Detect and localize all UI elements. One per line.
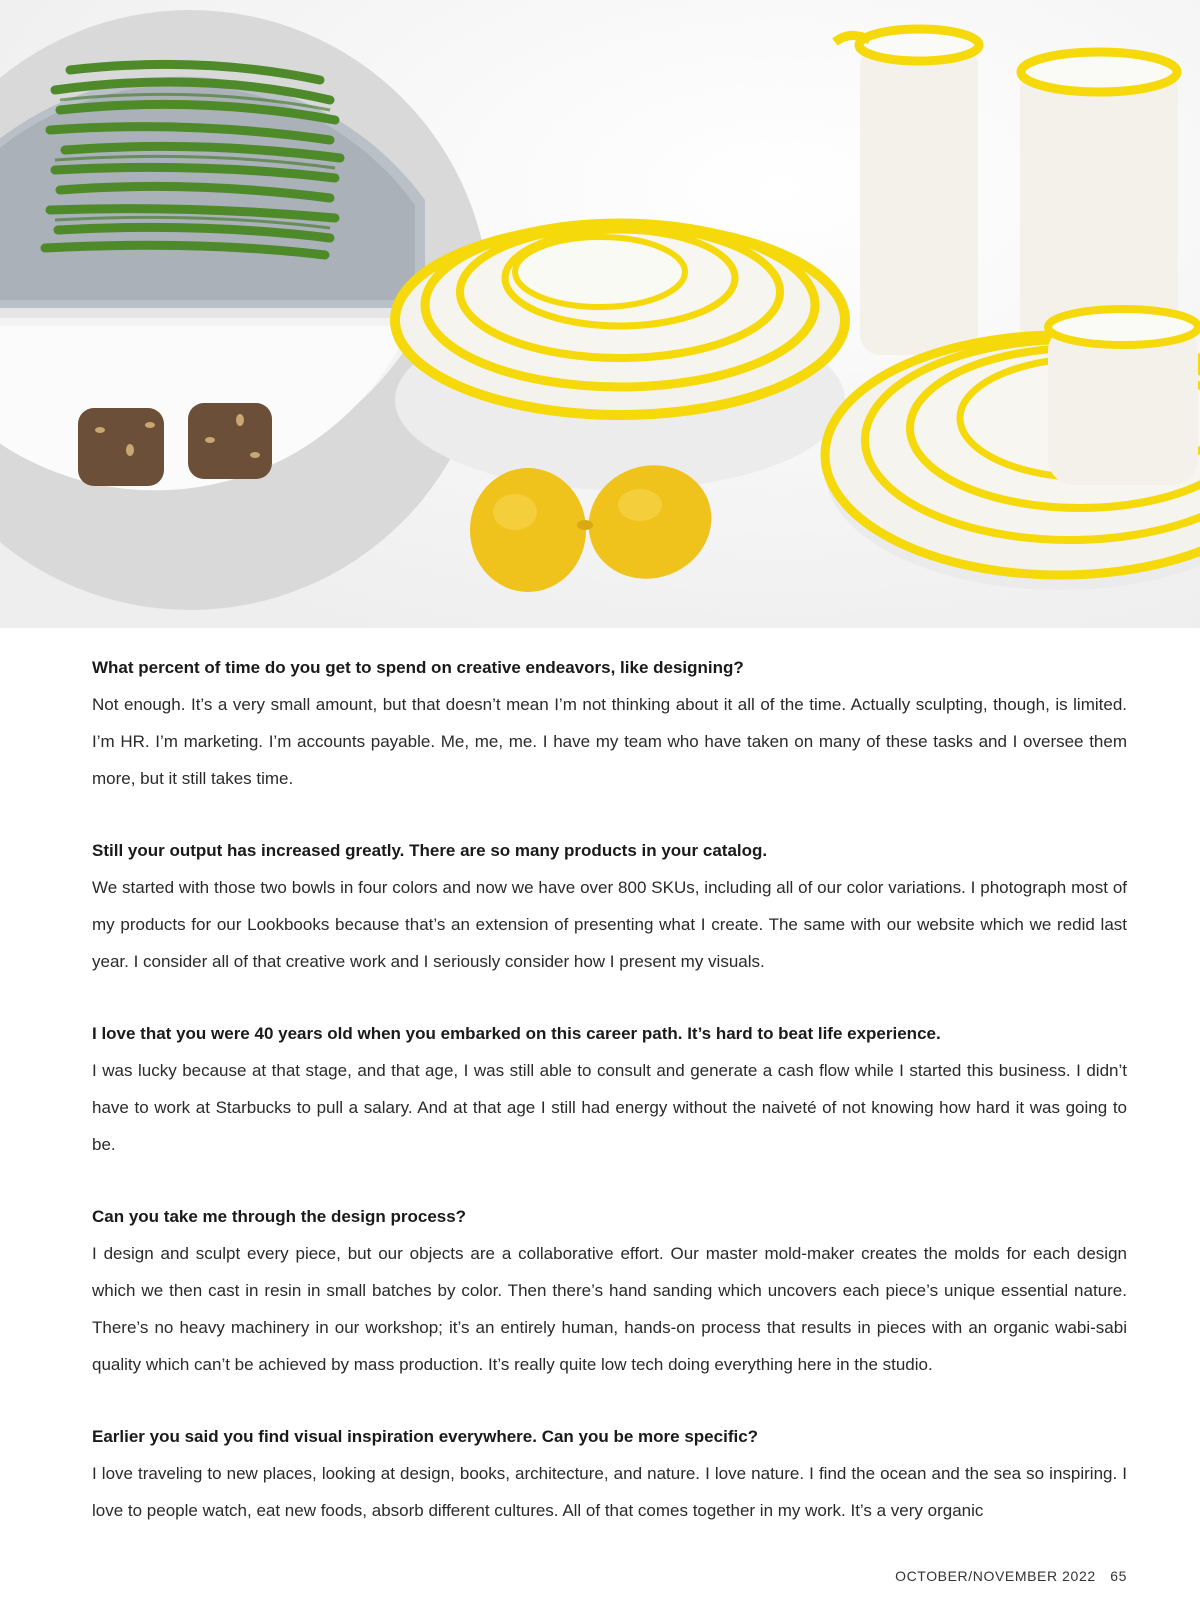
- interview-answer: Not enough. It’s a very small amount, but that doesn’t mean I’m not thinking about it all of the time. Actually sculpting, though, is limited. I’m HR. I’m marketing. I’m accounts payable. Me, me, me. I have my team who have taken on many of these tasks and I oversee them more, but it still takes time.: [92, 695, 1127, 788]
- qa-block: [92, 1199, 1127, 1383]
- tall-cup: [1020, 52, 1178, 350]
- qa-block: [92, 1419, 1127, 1529]
- interview-question: What percent of time do you get to spend on creative endeavors, like designing?: [92, 658, 744, 677]
- interview-question: I love that you were 40 years old when you embarked on this career path. It’s hard to beat life experience.: [92, 1024, 941, 1043]
- page-number: 65: [1110, 1568, 1127, 1584]
- interview-answer: I design and sculpt every piece, but our objects are a collaborative effort. Our master mold-maker creates the molds for each design which we then cast in resin in small batches by color. Then there’s hand sanding which uncovers each piece’s unique essential nature. There’s no heavy machinery in our workshop; it’s an entirely human, hands-on process that results in pieces with an organic wabi-sabi quality which can’t be achieved by mass production. It’s really quite low tech doing everything here in the studio.: [92, 1244, 1127, 1374]
- hero-photo: [0, 0, 1200, 628]
- interview-answer: I was lucky because at that stage, and that age, I was still able to consult and generate a cash flow while I started this business. I didn’t have to work at Starbucks to pull a salary. And at that age I still had energy without the naiveté of not knowing how hard it was going to be.: [92, 1061, 1127, 1154]
- issue-date: OCTOBER/NOVEMBER 2022: [895, 1568, 1096, 1584]
- small-cup: [1048, 309, 1198, 485]
- interview-answer: We started with those two bowls in four colors and now we have over 800 SKUs, including all of our color variations. I photograph most of my products for our Lookbooks because that’s an extension of presenting what I create. The same with our website which we redid last year. I consider all of that creative work and I seriously consider how I present my visuals.: [92, 878, 1127, 971]
- stacked-bowls: [395, 223, 845, 490]
- qa-block: [92, 650, 1127, 797]
- qa-block: [92, 833, 1127, 980]
- qa-block: [92, 1016, 1127, 1163]
- interview-question: Still your output has increased greatly. There are so many products in your catalog.: [92, 841, 768, 860]
- article-body: [92, 650, 1127, 1565]
- page-footer: [895, 1568, 1127, 1584]
- interview-question: Can you take me through the design process?: [92, 1207, 467, 1226]
- tableware-photo-icon: [0, 0, 1200, 628]
- interview-question: Earlier you said you find visual inspiration everywhere. Can you be more specific?: [92, 1427, 759, 1446]
- interview-answer: I love traveling to new places, looking at design, books, architecture, and nature. I love nature. I find the ocean and the sea so inspiring. I love to people watch, eat new foods, absorb different cultures. All of that comes together in my work. It’s a very organic: [92, 1464, 1127, 1520]
